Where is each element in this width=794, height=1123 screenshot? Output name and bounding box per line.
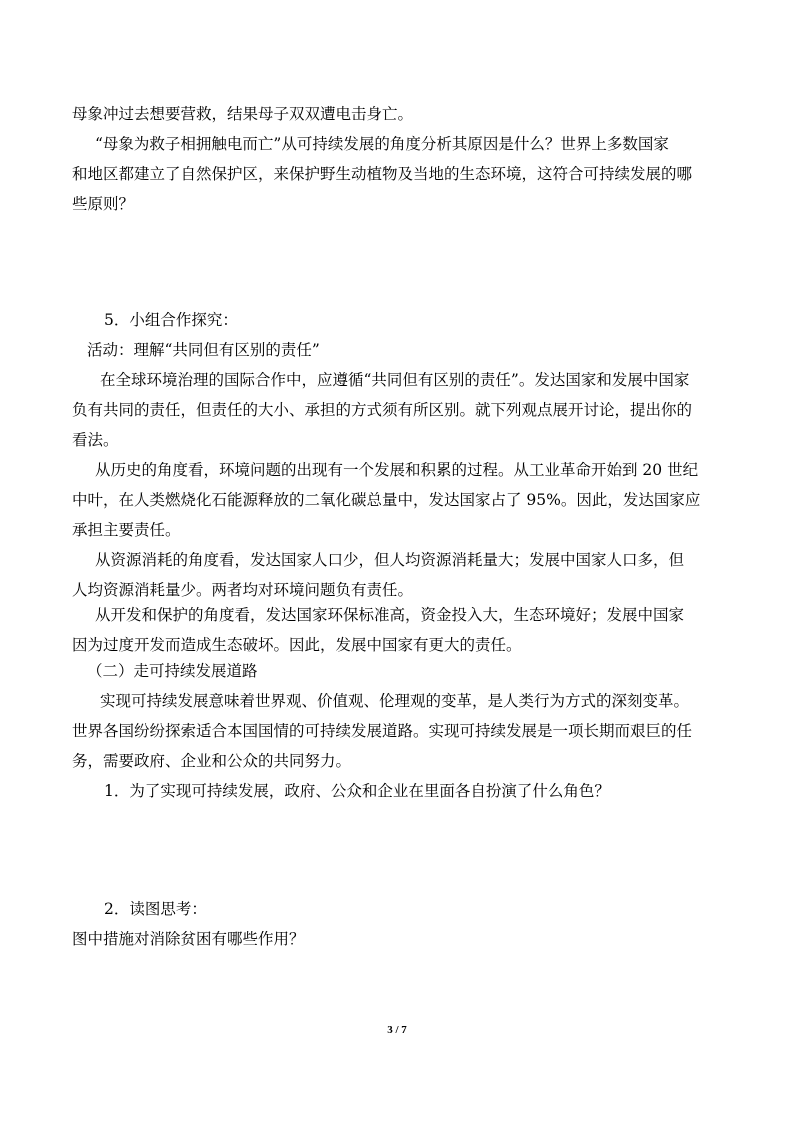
paragraph-line: 承担主要责任。 — [72, 521, 181, 539]
paragraph-line: 人均资源消耗量少。两者均对环境问题负有责任。 — [72, 581, 414, 599]
section-heading: （二）走可持续发展道路 — [87, 662, 258, 680]
paragraph-line: “母象为救子相拥触电而亡”从可持续发展的角度分析其原因是什么？世界上多数国家 — [95, 135, 669, 153]
page-number: 3 / 7 — [387, 1024, 407, 1036]
paragraph-line: 中叶，在人类燃烧化石能源释放的二氧化碳总量中，发达国家占了 95%。因此，发达国家应 — [72, 491, 701, 509]
paragraph-line: 从开发和保护的角度看，发达国家环保标准高，资金投入大，生态环境好；发展中国家 — [95, 606, 685, 624]
paragraph-line: 从资源消耗的角度看，发达国家人口少，但人均资源消耗量大；发展中国家人口多，但 — [95, 551, 685, 569]
question-line: 图中措施对消除贫困有哪些作用？ — [72, 930, 305, 948]
paragraph-line: 和地区都建立了自然保护区，来保护野生动植物及当地的生态环境，这符合可持续发展的哪 — [72, 165, 693, 183]
paragraph-line: 因为过度开发而造成生态破坏。因此，发展中国家有更大的责任。 — [72, 636, 522, 654]
paragraph-line: 母象冲过去想要营救，结果母子双双遭电击身亡。 — [72, 105, 414, 123]
paragraph-line: 务，需要政府、企业和公众的共同努力。 — [72, 752, 352, 770]
paragraph-line: 看法。 — [72, 431, 119, 449]
activity-title: 活动：理解“共同但有区别的责任” — [87, 341, 320, 359]
section-heading: 5．小组合作探究： — [104, 311, 238, 329]
paragraph-line: 负有共同的责任，但责任的大小、承担的方式须有所区别。就下列观点展开讨论，提出你的 — [72, 401, 693, 419]
paragraph-line: 实现可持续发展意味着世界观、价值观、伦理观的变革，是人类行为方式的深刻变革。 — [100, 692, 690, 710]
question-line: 1．为了实现可持续发展，政府、公众和企业在里面各自扮演了什么角色？ — [104, 782, 610, 800]
question-line: 2．读图思考： — [104, 900, 207, 918]
paragraph-line: 从历史的角度看，环境问题的出现有一个发展和积累的过程。从工业革命开始到 20 世纪 — [95, 461, 699, 479]
paragraph-line: 些原则？ — [72, 195, 135, 213]
paragraph-line: 世界各国纷纷探索适合本国国情的可持续发展道路。实现可持续发展是一项长期而艰巨的任 — [72, 722, 693, 740]
paragraph-line: 在全球环境治理的国际合作中，应遵循“共同但有区别的责任”。发达国家和发展中国家 — [100, 371, 690, 389]
